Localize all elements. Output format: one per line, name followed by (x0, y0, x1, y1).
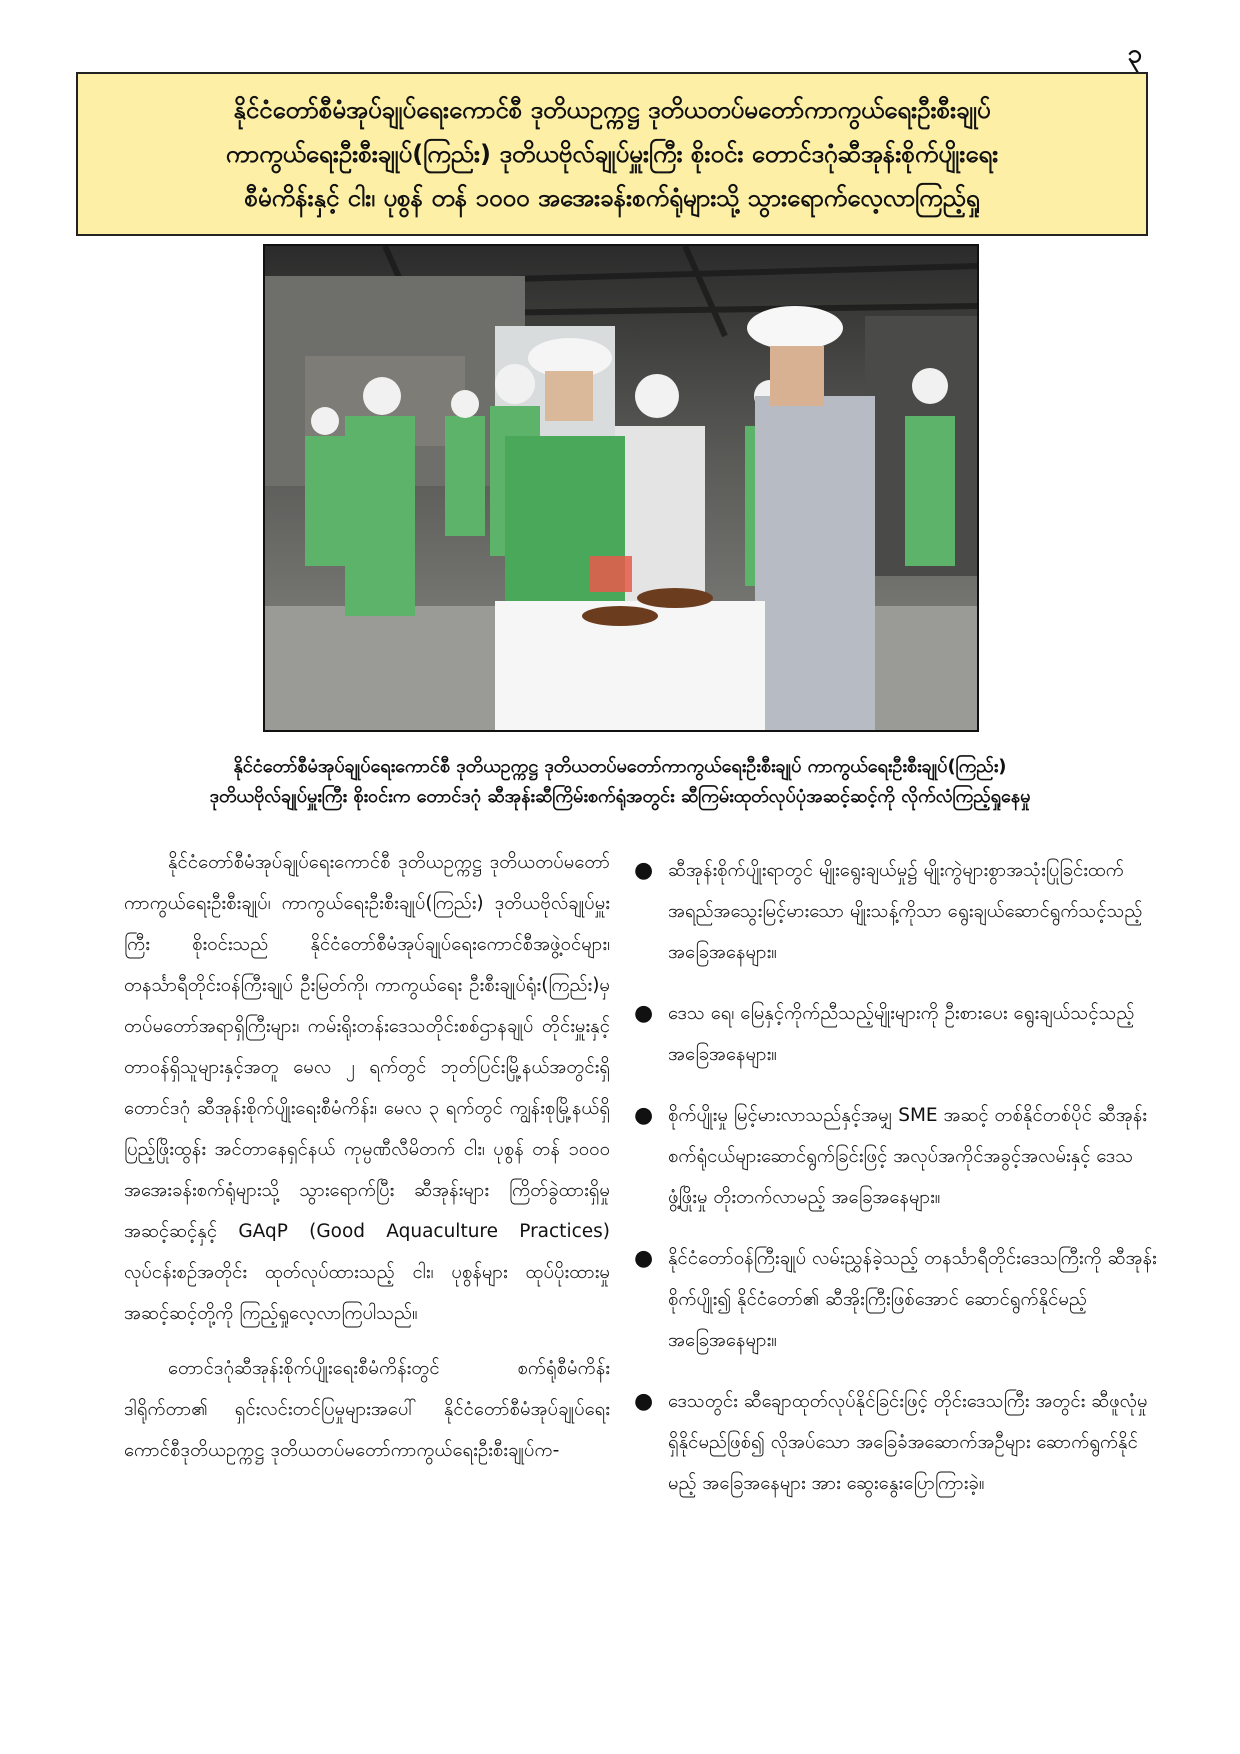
discussion-point (628, 993, 1158, 1075)
article-left-column (124, 842, 610, 1485)
headline-line-3: စီမံကိန်းနှင့် ငါး၊ ပုစွန် တန် ၁၀၀၀ အအေးခန်းစက်ရုံများသို့ သွားရောက်လေ့လာကြည့်ရှု (244, 184, 980, 212)
bullet-icon: ● (634, 858, 654, 883)
caption-line-1: နိုင်ငံတော်စီမံအုပ်ချုပ်ရေးကောင်စီ ဒုတိယဥက္ကဋ္ဌ ဒုတိယတပ်မတော်ကာကွယ်ရေးဦးစီးချုပ် ကာကွယ်ရေးဦးစီးချုပ်(ကြည်း) (233, 756, 1007, 777)
article-paragraph: တောင်ဒဂုံဆီအုန်းစိုက်ပျိုးရေးစီမံကိန်းတွင် စက်ရုံစီမံကိန်း ဒါရိုက်တာ၏ ရှင်းလင်းတင်ပြမှုများအပေါ် နိုင်ငံတော်စီမံအုပ်ချုပ်ရေးကောင်စီဒုတိယဥက္ကဋ္ဌ ဒုတိယတပ်မတော်ကာကွယ်ရေးဦးစီးချုပ်က- (124, 1358, 610, 1461)
discussion-point-text: ဒေသတွင်း ဆီချောထုတ်လုပ်နိုင်ခြင်းဖြင့် တိုင်းဒေသကြီး အတွင်း ဆီဖူလုံမှုရှိနိုင်မည်ဖြစ်၍ လိုအပ်သော အခြေခံအဆောက်အဦများ ဆောက်ရွက်နိုင်မည့် အခြေအနေများ အား ဆွေးနွေးပြောကြားခဲ့။ (668, 1391, 1148, 1494)
news-photo (263, 244, 979, 732)
discussion-point-text: ဆီအုန်းစိုက်ပျိုးရာတွင် မျိုးရွေးချယ်မှု၌ မျိုးကွဲများစွာအသုံးပြုခြင်းထက် အရည်အသွေးမြင့်မားသော မျိုးသန့်ကိုသာ ရွေးချယ်ဆောင်ရွက်သင့်သည့် အခြေအနေများ။ (668, 860, 1143, 963)
photo-caption (60, 752, 1180, 812)
bullet-icon: ● (634, 1001, 654, 1026)
page-number: ၃ (1127, 39, 1142, 69)
factory-visit-photo (265, 246, 977, 730)
headline-line-1: နိုင်ငံတော်စီမံအုပ်ချုပ်ရေးကောင်စီ ဒုတိယဥက္ကဋ္ဌ ဒုတိယတပ်မတော်ကာကွယ်ရေးဦးစီးချုပ် (233, 96, 991, 124)
discussion-point (628, 1381, 1158, 1504)
discussion-point (628, 850, 1158, 973)
discussion-point (628, 1238, 1158, 1361)
bullet-icon: ● (634, 1389, 654, 1414)
discussion-point-text: နိုင်ငံတော်ဝန်ကြီးချုပ် လမ်းညွှန်ခဲ့သည့် တနင်္သာရီတိုင်းဒေသကြီးကို ဆီအုန်း စိုက်ပျိုး၍ နိုင်ငံတော်၏ ဆီအိုးကြီးဖြစ်အောင် ဆောင်ရွက်နိုင်မည့်အခြေအနေများ။ (668, 1248, 1157, 1351)
bullet-icon: ● (634, 1103, 654, 1128)
headline-line-2: ကာကွယ်ရေးဦးစီးချုပ်(ကြည်း) ဒုတိယဗိုလ်ချုပ်မှူးကြီး စိုးဝင်း တောင်ဒဂုံဆီအုန်းစိုက်ပျိုးရေး (225, 140, 999, 168)
caption-line-2: ဒုတိယဗိုလ်ချုပ်မှူးကြီး စိုးဝင်းက တောင်ဒဂုံ ဆီအုန်းဆီကြိမ်းစက်ရုံအတွင်း ဆီကြမ်းထုတ်လုပ်ပုံအဆင့်ဆင့်ကို လိုက်လံကြည့်ရှုနေမှု (209, 786, 1031, 807)
discussion-points-list (628, 850, 1158, 1524)
discussion-point (628, 1095, 1158, 1218)
article-paragraph: နိုင်ငံတော်စီမံအုပ်ချုပ်ရေးကောင်စီ ဒုတိယဥက္ကဋ္ဌ ဒုတိယတပ်မတော်ကာကွယ်ရေးဦးစီးချုပ်၊ ကာကွယ်ရေးဦးစီးချုပ်(ကြည်း) ဒုတိယဗိုလ်ချုပ်မှူးကြီး စိုးဝင်းသည် နိုင်ငံတော်စီမံအုပ်ချုပ်ရေးကောင်စီအဖွဲ့ဝင်များ၊ တနင်္သာရီတိုင်းဝန်ကြီးချုပ် ဦးမြတ်ကို၊ ကာကွယ်ရေး ဦးစီးချုပ်ရုံး(ကြည်း)မှ တပ်မတော်အရာရှိကြီးများ၊ ကမ်းရိုးတန်းဒေသတိုင်းစစ်ဌာနချုပ် တိုင်းမှူးနှင့် တာဝန်ရှိသူများနှင့်အတူ မေလ ၂ ရက်တွင် ဘုတ်ပြင်းမြို့နယ်အတွင်းရှိ တောင်ဒဂုံ ဆီအုန်းစိုက်ပျိုးရေးစီမံကိန်း၊ မေလ ၃ ရက်တွင် ကျွန်းစုမြို့နယ်ရှိ ပြည့်ဖြိုးထွန်း အင်တာနေရှင်နယ် ကုမ္ပဏီလီမိတက် ငါး၊ ပုစွန် တန် ၁၀၀၀ အအေးခန်းစက်ရုံများသို့ သွားရောက်ပြီး ဆီအုန်းများ ကြိတ်ခွဲထားရှိမှု အဆင့်ဆင့်နှင့် GAqP (Good Aquaculture Practices) လုပ်ငန်းစဉ်အတိုင်း ထုတ်လုပ်ထားသည့် ငါး၊ ပုစွန်များ ထုပ်ပိုးထားမှုအဆင့်ဆင့်တို့ကို ကြည့်ရှုလေ့လာကြပါသည်။ (124, 852, 610, 1324)
discussion-point-text: စိုက်ပျိုးမှု မြင့်မားလာသည်နှင့်အမျှ SME အဆင့် တစ်နိုင်တစ်ပိုင် ဆီအုန်းစက်ရုံငယ်များဆောင်ရွက်ခြင်းဖြင့် အလုပ်အကိုင်အခွင့်အလမ်းနှင့် ဒေသဖွံ့ဖြိုးမှု တိုးတက်လာမည့် အခြေအနေများ။ (668, 1105, 1147, 1208)
discussion-point-text: ဒေသ ရေ၊ မြေနှင့်ကိုက်ညီသည့်မျိုးများကို ဦးစားပေး ရွေးချယ်သင့်သည့် အခြေအနေများ။ (668, 1003, 1135, 1065)
bullet-icon: ● (634, 1246, 654, 1271)
headline-box (76, 72, 1148, 236)
